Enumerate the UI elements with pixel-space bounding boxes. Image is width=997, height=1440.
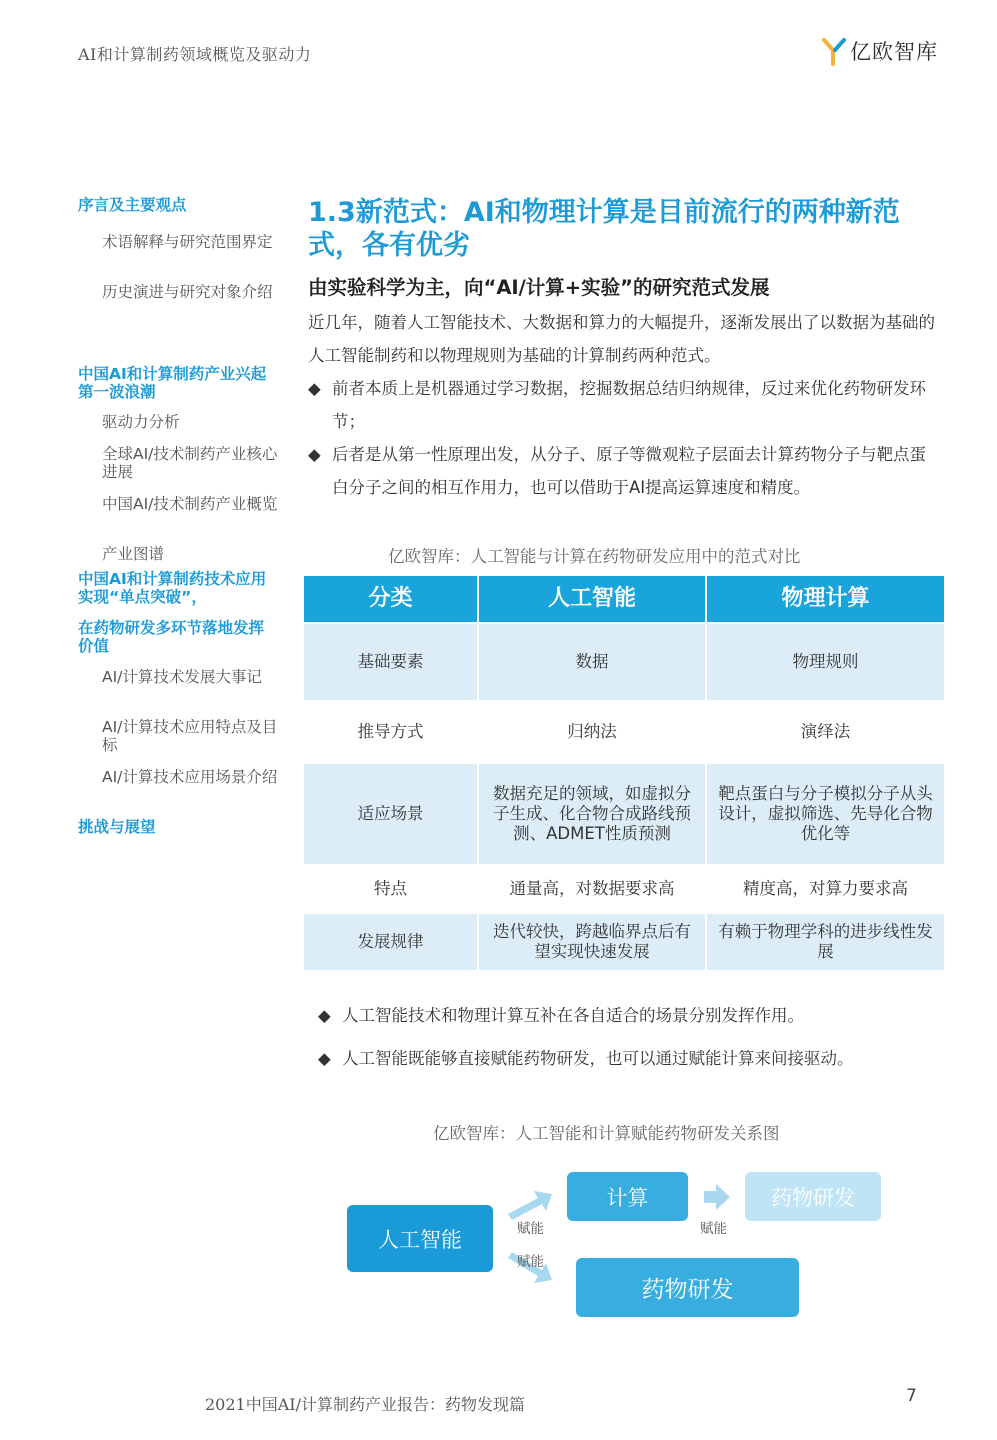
toc-item-features[interactable]: AI/计算技术应用特点及目标: [102, 718, 278, 754]
node-ai: 人工智能: [347, 1205, 493, 1272]
bullet-ai-paradigm: [308, 372, 936, 438]
logo-mark-icon: [822, 36, 846, 66]
toc-section-outlook[interactable]: 挑战与展望: [78, 818, 156, 836]
toc-item-history[interactable]: 历史演进与研究对象介绍: [102, 283, 273, 301]
bullet-text: 人工智能技术和物理计算互补在各自适合的场景分别发挥作用。: [342, 1006, 804, 1025]
diamond-bullet-icon: ◆: [318, 1049, 331, 1068]
diamond-bullet-icon: ◆: [318, 1006, 331, 1025]
toc-item-milestones[interactable]: AI/计算技术发展大事记: [102, 668, 262, 686]
table-row: [304, 700, 944, 764]
table-caption: 亿欧智库：人工智能与计算在药物研发应用中的范式对比: [388, 547, 801, 566]
toc-item-scenarios[interactable]: AI/计算技术应用场景介绍: [102, 768, 278, 786]
table-cell: 适应场景: [304, 764, 479, 864]
section-subtitle: 由实验科学为主，向“AI/计算+实验”的研究范式发展: [308, 276, 770, 299]
intro-paragraph: 近几年，随着人工智能技术、大数据和算力的大幅提升，逐渐发展出了以数据为基础的人工智能制药和以物理规则为基础的计算制药两种范式。: [308, 313, 935, 365]
table-header-ai: 人工智能: [479, 576, 707, 622]
brand-logo: [822, 36, 938, 66]
bullet-physics-paradigm: [308, 438, 936, 504]
toc-section-value[interactable]: 在药物研发多环节落地发挥价值: [78, 619, 265, 655]
table-header-category: 分类: [304, 576, 479, 622]
arrow-up-right-icon: [508, 1191, 552, 1220]
node-drug-rd-bottom: 药物研发: [576, 1258, 799, 1317]
table-cell: 推导方式: [304, 700, 479, 764]
bullet-text: 前者本质上是机器通过学习数据，挖掘数据总结归纳规律，反过来优化药物研发环节；: [332, 379, 926, 431]
summary-bullet-complement: [318, 999, 918, 1032]
table-cell: 迭代较快，跨越临界点后有望实现快速发展: [479, 914, 707, 970]
table-cell: 靶点蛋白与分子模拟分子从头设计，虚拟筛选、先导化合物优化等: [707, 764, 944, 864]
table-cell: 发展规律: [304, 914, 479, 970]
toc-section-preface[interactable]: 序言及主要观点: [78, 196, 187, 214]
toc-section-first-wave[interactable]: 中国AI和计算制药产业兴起第一波浪潮: [78, 365, 267, 401]
table-cell: 有赖于物理学科的进步线性发展: [707, 914, 944, 970]
footer-report-title: 2021中国AI/计算制药产业报告：药物发现篇: [205, 1395, 525, 1414]
toc-item-terms[interactable]: 术语解释与研究范围界定: [102, 233, 273, 251]
table-cell: 数据充足的领域，如虚拟分子生成、化合物合成路线预测、ADMET性质预测: [479, 764, 707, 864]
page-title: 1.3新范式：AI和物理计算是目前流行的两种新范式，各有优劣: [308, 197, 900, 261]
table-header-row: [304, 576, 944, 622]
table-cell: 特点: [304, 864, 479, 914]
bullet-text: 人工智能既能够直接赋能药物研发，也可以通过赋能计算来间接驱动。: [342, 1049, 854, 1068]
table-cell: 演绎法: [800, 722, 851, 741]
table-cell: 归纳法: [479, 700, 707, 764]
arrow-right-icon: [700, 1182, 734, 1212]
label-empower-right: 赋能: [700, 1221, 727, 1237]
table-cell: 物理规则: [707, 622, 944, 700]
brand-name: 亿欧智库: [850, 40, 938, 64]
toc-item-industry-map[interactable]: 产业图谱: [102, 545, 165, 563]
table-row: [304, 622, 944, 700]
table-cell: 精度高，对算力要求高: [743, 879, 908, 898]
summary-bullet-empower: [318, 1042, 938, 1075]
paradigm-comparison-table: [304, 576, 944, 970]
table-row: [304, 864, 944, 914]
table-row: [304, 764, 944, 864]
diamond-bullet-icon: ◆: [308, 445, 321, 464]
diagram-arrows-left: [500, 1186, 560, 1296]
node-compute: 计算: [567, 1172, 688, 1221]
table-row: [304, 914, 944, 970]
toc-item-global-progress[interactable]: 全球AI/技术制药产业核心进展: [102, 445, 278, 481]
label-empower-down: 赋能: [517, 1254, 544, 1270]
table-of-contents: [78, 196, 278, 836]
table-cell: 数据: [479, 622, 707, 700]
table-cell: 通量高，对数据要求高: [479, 864, 707, 914]
diagram-caption: 亿欧智库：人工智能和计算赋能药物研发关系图: [433, 1124, 780, 1143]
page-number: 7: [906, 1386, 917, 1406]
table-cell: 基础要素: [304, 622, 479, 700]
node-drug-rd-top: 药物研发: [745, 1172, 881, 1221]
toc-section-breakthrough[interactable]: 中国AI和计算制药技术应用实现“单点突破”，: [78, 570, 267, 606]
bullet-text: 后者是从第一性原理出发，从分子、原子等微观粒子层面去计算药物分子与靶点蛋白分子之间的相互作用力，也可以借助于AI提高运算速度和精度。: [332, 445, 926, 497]
header-title: AI和计算制药领域概览及驱动力: [78, 45, 312, 64]
table-header-physics: 物理计算: [707, 576, 944, 622]
toc-item-china-overview[interactable]: 中国AI/技术制药产业概览: [102, 495, 278, 513]
toc-item-drivers[interactable]: 驱动力分析: [102, 413, 180, 431]
label-empower-up: 赋能: [517, 1221, 544, 1237]
diamond-bullet-icon: ◆: [308, 379, 321, 398]
